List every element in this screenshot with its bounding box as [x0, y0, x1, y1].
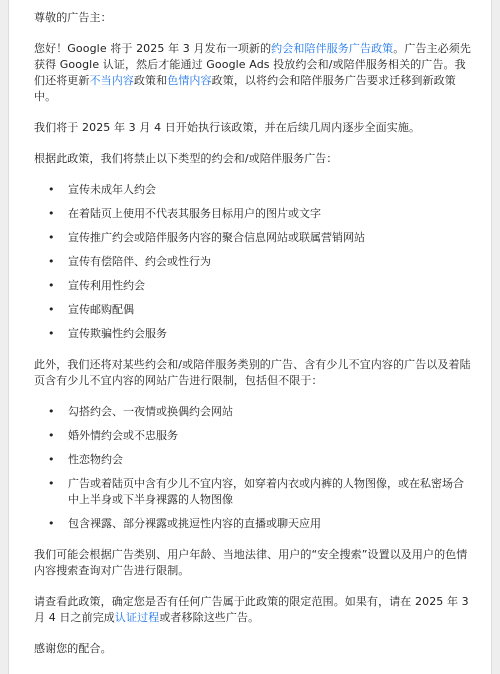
list-item	[34, 404, 473, 420]
list-item	[34, 428, 473, 444]
bullet: •	[48, 303, 55, 316]
list-item-text: 在着陆页上使用不代表其服务目标用户的图片或文字	[68, 207, 321, 220]
bullet: •	[48, 231, 55, 244]
list-item	[34, 182, 473, 198]
list-item-text: 宣传有偿陪伴、约会或性行为	[68, 255, 211, 268]
certification-link[interactable]: 认证过程	[114, 611, 160, 624]
list-item	[34, 302, 473, 318]
list-item-text: 性恋物约会	[68, 453, 123, 466]
prohibited-intro: 根据此政策，我们将禁止以下类型的约会和/或陪伴服务广告：	[34, 152, 338, 165]
list-item-text: 宣传推广约会或陪伴服务内容的聚合信息网站或联属营销网站	[68, 231, 365, 244]
restricted-list	[34, 404, 473, 532]
bullet: •	[48, 279, 55, 292]
bullet: •	[48, 255, 55, 268]
bullet: •	[48, 405, 55, 418]
bullet: •	[48, 477, 55, 490]
greeting: 尊敬的广告主：	[34, 11, 112, 24]
list-item-text: 宣传欺骗性约会服务	[68, 327, 167, 340]
list-item-text: 包含裸露、部分裸露或挑逗性内容的直播或聊天应用	[68, 517, 321, 530]
list-item-text: 宣传未成年人约会	[68, 183, 156, 196]
sexual-content-link[interactable]: 色情内容	[167, 74, 212, 87]
dating-policy-link[interactable]: 约会和陪伴服务广告政策	[271, 42, 394, 55]
inappropriate-content-link[interactable]: 不当内容	[89, 74, 134, 87]
list-item	[34, 254, 473, 270]
intro-text-3: 政策和	[133, 74, 168, 87]
list-item-text: 婚外情约会或不忠服务	[68, 429, 178, 442]
list-item	[34, 230, 473, 246]
email-body	[8, 0, 492, 674]
intro-text-1: 您好！Google 将于 2025 年 3 月发布一项新的	[34, 42, 272, 55]
review-paragraph	[34, 594, 473, 626]
list-item-text: 勾搭约会、一夜情或换偶约会网站	[68, 405, 233, 418]
review-text-2: 或者移除这些广告。	[159, 611, 260, 624]
list-item-text: 宣传利用性约会	[68, 279, 145, 292]
closing: 感谢您的配合。	[34, 642, 112, 655]
intro-paragraph	[34, 41, 473, 105]
list-item	[34, 326, 473, 342]
review-text-1: 请查看此政策，确定您是否有任何广告属于此政策的限定范围。如果有，请在 2025 年 3 月 4 日之前完成	[34, 595, 469, 624]
list-item-text: 广告或着陆页中含有少儿不宜内容，如穿着内衣或内裤的人物图像，或在私密场合中上半身或下半身裸露的人物图像	[68, 477, 464, 506]
bullet: •	[48, 429, 55, 442]
bullet: •	[48, 453, 55, 466]
list-item	[34, 516, 473, 532]
list-item-text: 宣传邮购配偶	[68, 303, 134, 316]
targeting-note: 我们可能会根据广告类别、用户年龄、当地法律、用户的“安全搜索”设置以及用户的色情内容搜索查询对广告进行限制。	[34, 548, 468, 577]
restricted-intro: 此外，我们还将对某些约会和/或陪伴服务类别的广告、含有少儿不宜内容的广告以及着陆页含有少儿不宜内容的网站广告进行限制，包括但不限于：	[34, 358, 471, 387]
bullet: •	[48, 327, 55, 340]
list-item	[34, 476, 473, 508]
bullet: •	[48, 517, 55, 530]
bullet: •	[48, 183, 55, 196]
list-item	[34, 452, 473, 468]
prohibited-list	[34, 182, 473, 342]
rollout-paragraph: 我们将于 2025 年 3 月 4 日开始执行该政策，并在后续几周内逐步全面实施。	[34, 121, 421, 134]
intro-text-2: 。广告主必须先获得 Google 认证，然后才能通过 Google Ads 投放约会和/或陪伴服务相关的广告。我们还将更新	[34, 42, 471, 87]
list-item	[34, 206, 473, 222]
bullet: •	[48, 207, 55, 220]
intro-text-4: 政策，以将约会和陪伴服务广告要求迁移到新政策中。	[34, 74, 456, 103]
list-item	[34, 278, 473, 294]
